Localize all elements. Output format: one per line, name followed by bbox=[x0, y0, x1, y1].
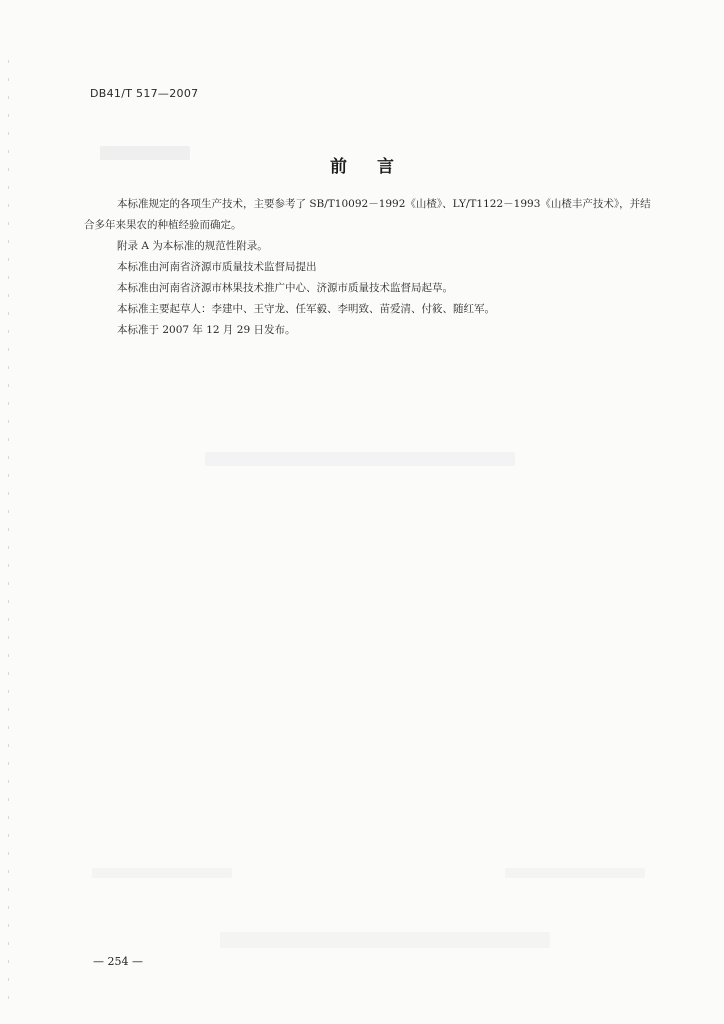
scan-bleed-mark bbox=[205, 452, 515, 466]
foreword-paragraph: 本标准主要起草人：李建中、王守龙、任军毅、李明致、苗爱清、付筱、随红军。 bbox=[117, 303, 495, 315]
page-title: 前言 bbox=[330, 157, 424, 177]
scan-bleed-mark bbox=[220, 932, 550, 948]
page-number: — 254 — bbox=[93, 955, 143, 968]
foreword-paragraph: 附录 A 为本标准的规范性附录。 bbox=[117, 240, 268, 252]
foreword-paragraph: 本标准于 2007 年 12 月 29 日发布。 bbox=[117, 324, 296, 336]
scan-bleed-mark bbox=[92, 868, 232, 878]
foreword-paragraph: 本标准由河南省济源市林果技术推广中心、济源市质量技术监督局起草。 bbox=[117, 282, 453, 294]
foreword-body bbox=[84, 194, 656, 341]
foreword-paragraph: 本标准规定的各项生产技术，主要参考了 SB/T10092－1992《山楂》、LY/T1122－1993《山楂丰产技术》，并结合多年来果农的种植经验而确定。 bbox=[84, 198, 651, 231]
scan-bleed-mark bbox=[505, 868, 645, 878]
document-code: DB41/T 517—2007 bbox=[90, 87, 199, 100]
foreword-paragraph: 本标准由河南省济源市质量技术监督局提出 bbox=[117, 261, 317, 273]
scan-edge-artifact bbox=[8, 60, 9, 1000]
